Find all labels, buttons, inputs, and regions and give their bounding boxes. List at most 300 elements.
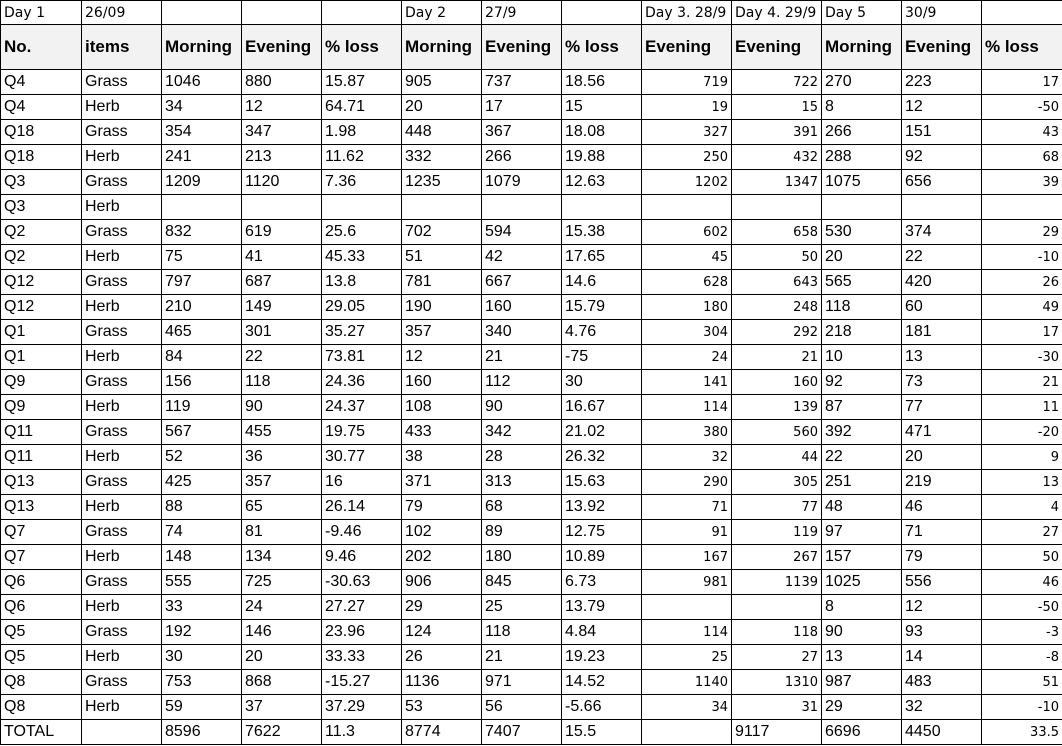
table-cell: 4 <box>982 495 1062 520</box>
table-cell: 1140 <box>642 670 732 695</box>
table-row <box>1 145 1062 170</box>
table-cell: 68 <box>982 145 1062 170</box>
table-cell: 270 <box>822 70 902 95</box>
table-cell: 292 <box>732 320 822 345</box>
table-cell: 53 <box>402 695 482 720</box>
table-cell: 108 <box>402 395 482 420</box>
table-cell: 160 <box>482 295 562 320</box>
table-cell: 219 <box>902 470 982 495</box>
table-cell: Q3 <box>1 170 82 195</box>
table-cell: 267 <box>732 545 822 570</box>
table-cell: 753 <box>162 670 242 695</box>
column-header: % loss <box>322 25 402 70</box>
table-cell: 357 <box>242 470 322 495</box>
table-cell <box>322 1 402 25</box>
table-cell: 27 <box>732 645 822 670</box>
table-cell: 134 <box>242 545 322 570</box>
table-cell: 32 <box>642 445 732 470</box>
table-cell: 30 <box>562 370 642 395</box>
table-row <box>1 295 1062 320</box>
table-cell: 160 <box>402 370 482 395</box>
table-cell: 42 <box>482 245 562 270</box>
table-row <box>1 645 1062 670</box>
table-cell: 156 <box>162 370 242 395</box>
table-cell: 12.75 <box>562 520 642 545</box>
table-cell: 367 <box>482 120 562 145</box>
table-cell: Q12 <box>1 270 82 295</box>
table-cell: 51 <box>402 245 482 270</box>
table-cell: Herb <box>82 95 162 120</box>
table-cell: 26 <box>982 270 1062 295</box>
table-cell: 28 <box>482 445 562 470</box>
table-cell: 157 <box>822 545 902 570</box>
table-cell: 9117 <box>732 720 822 745</box>
table-cell: 380 <box>642 420 732 445</box>
table-cell: 37.29 <box>322 695 402 720</box>
table-cell: 202 <box>402 545 482 570</box>
table-cell: 868 <box>242 670 322 695</box>
table-row <box>1 95 1062 120</box>
table-cell: 71 <box>902 520 982 545</box>
table-cell: 39 <box>982 170 1062 195</box>
table-cell: -75 <box>562 345 642 370</box>
table-cell <box>242 195 322 220</box>
table-cell: 556 <box>902 570 982 595</box>
table-cell: 17.65 <box>562 245 642 270</box>
table-cell <box>562 1 642 25</box>
table-cell: Herb <box>82 395 162 420</box>
table-cell: 354 <box>162 120 242 145</box>
table-cell: 9 <box>982 445 1062 470</box>
table-cell: 420 <box>902 270 982 295</box>
table-cell: 223 <box>902 70 982 95</box>
table-cell: 483 <box>902 670 982 695</box>
table-cell: 119 <box>162 395 242 420</box>
table-cell: 845 <box>482 570 562 595</box>
table-cell: 602 <box>642 220 732 245</box>
table-cell: Q8 <box>1 695 82 720</box>
table-cell: 21 <box>482 645 562 670</box>
table-row <box>1 195 1062 220</box>
table-cell: 23.96 <box>322 620 402 645</box>
table-cell: -5.66 <box>562 695 642 720</box>
table-cell: -8 <box>982 645 1062 670</box>
table-cell: Q13 <box>1 495 82 520</box>
table-cell: 565 <box>822 270 902 295</box>
table-cell: Grass <box>82 470 162 495</box>
table-cell: Herb <box>82 445 162 470</box>
table-cell: Grass <box>82 620 162 645</box>
table-cell: 190 <box>402 295 482 320</box>
column-header: Evening <box>482 25 562 70</box>
table-cell: 290 <box>642 470 732 495</box>
table-cell: Q7 <box>1 545 82 570</box>
table-cell: 90 <box>822 620 902 645</box>
table-cell: 10.89 <box>562 545 642 570</box>
table-cell: Grass <box>82 70 162 95</box>
table-cell <box>642 195 732 220</box>
table-cell: 74 <box>162 520 242 545</box>
table-cell: 628 <box>642 270 732 295</box>
table-cell: 21 <box>982 370 1062 395</box>
table-cell: 118 <box>242 370 322 395</box>
table-cell: 160 <box>732 370 822 395</box>
table-cell: Herb <box>82 595 162 620</box>
table-cell: 49 <box>982 295 1062 320</box>
table-cell: 1046 <box>162 70 242 95</box>
table-cell: 26/09 <box>82 1 162 25</box>
table-cell: 33.33 <box>322 645 402 670</box>
table-cell: 21.02 <box>562 420 642 445</box>
table-cell: 13 <box>982 470 1062 495</box>
table-cell: Q18 <box>1 145 82 170</box>
table-cell: Herb <box>82 695 162 720</box>
table-cell: 15.5 <box>562 720 642 745</box>
table-cell: 248 <box>732 295 822 320</box>
table-cell: 12 <box>242 95 322 120</box>
table-cell: 119 <box>732 520 822 545</box>
table-cell: 210 <box>162 295 242 320</box>
table-cell: 305 <box>732 470 822 495</box>
table-cell: 27/9 <box>482 1 562 25</box>
table-cell: 87 <box>822 395 902 420</box>
table-cell <box>402 195 482 220</box>
table-cell: 906 <box>402 570 482 595</box>
table-cell: 90 <box>242 395 322 420</box>
table-cell: 1235 <box>402 170 482 195</box>
table-cell: 594 <box>482 220 562 245</box>
table-cell: 1139 <box>732 570 822 595</box>
table-cell: 327 <box>642 120 732 145</box>
table-cell: 26.32 <box>562 445 642 470</box>
table-cell: -9.46 <box>322 520 402 545</box>
table-cell: 114 <box>642 620 732 645</box>
table-cell: Q1 <box>1 320 82 345</box>
table-cell <box>822 195 902 220</box>
table-row <box>1 420 1062 445</box>
table-cell: 12 <box>402 345 482 370</box>
table-cell: 11.62 <box>322 145 402 170</box>
table-cell: 667 <box>482 270 562 295</box>
table-cell: 1202 <box>642 170 732 195</box>
column-header: Evening <box>902 25 982 70</box>
table-cell: Q1 <box>1 345 82 370</box>
table-cell: 29 <box>822 695 902 720</box>
table-cell: 24.37 <box>322 395 402 420</box>
table-cell: 471 <box>902 420 982 445</box>
table-cell: 81 <box>242 520 322 545</box>
table-cell: 971 <box>482 670 562 695</box>
table-cell: 118 <box>732 620 822 645</box>
table-cell: Day 5 <box>822 1 902 25</box>
table-cell: 832 <box>162 220 242 245</box>
table-cell: 90 <box>482 395 562 420</box>
table-cell: 687 <box>242 270 322 295</box>
table-cell: 25 <box>482 595 562 620</box>
table-row <box>1 695 1062 720</box>
table-cell: 46 <box>982 570 1062 595</box>
table-cell <box>162 1 242 25</box>
table-cell: 31 <box>732 695 822 720</box>
table-cell <box>562 195 642 220</box>
table-row <box>1 495 1062 520</box>
table-cell: Q9 <box>1 370 82 395</box>
table-cell: 13 <box>822 645 902 670</box>
table-row <box>1 620 1062 645</box>
table-cell: 34 <box>642 695 732 720</box>
table-cell: Q6 <box>1 570 82 595</box>
table-cell: 180 <box>482 545 562 570</box>
table-cell: -50 <box>982 595 1062 620</box>
table-cell: 29.05 <box>322 295 402 320</box>
table-cell: 8 <box>822 95 902 120</box>
table-cell: 722 <box>732 70 822 95</box>
table-cell: Q4 <box>1 70 82 95</box>
table-cell: 73 <box>902 370 982 395</box>
column-header: % loss <box>982 25 1062 70</box>
table-cell: 13.8 <box>322 270 402 295</box>
table-cell: Q5 <box>1 645 82 670</box>
table-cell: 48 <box>822 495 902 520</box>
table-cell: Q13 <box>1 470 82 495</box>
table-cell: 22 <box>242 345 322 370</box>
table-cell: 11 <box>982 395 1062 420</box>
table-cell: 19.75 <box>322 420 402 445</box>
table-cell: 432 <box>732 145 822 170</box>
table-cell: 21 <box>732 345 822 370</box>
table-cell: 149 <box>242 295 322 320</box>
table-cell: 8774 <box>402 720 482 745</box>
table-cell: 448 <box>402 120 482 145</box>
table-cell: 567 <box>162 420 242 445</box>
table-cell: 52 <box>162 445 242 470</box>
table-cell: 313 <box>482 470 562 495</box>
table-cell: 13.79 <box>562 595 642 620</box>
table-cell: Grass <box>82 420 162 445</box>
table-cell: 17 <box>982 320 1062 345</box>
table-cell: 433 <box>402 420 482 445</box>
table-cell: 213 <box>242 145 322 170</box>
table-cell <box>732 595 822 620</box>
table-cell: 8596 <box>162 720 242 745</box>
table-cell: 19 <box>642 95 732 120</box>
table-cell: 465 <box>162 320 242 345</box>
table-cell: 192 <box>162 620 242 645</box>
table-cell: 30/9 <box>902 1 982 25</box>
table-cell: 1079 <box>482 170 562 195</box>
table-cell: 89 <box>482 520 562 545</box>
column-header: Evening <box>732 25 822 70</box>
table-cell: Q2 <box>1 245 82 270</box>
table-cell: 13.92 <box>562 495 642 520</box>
table-cell: 6.73 <box>562 570 642 595</box>
table-cell: 181 <box>902 320 982 345</box>
table-cell: Q4 <box>1 95 82 120</box>
table-cell: Q2 <box>1 220 82 245</box>
table-row <box>1 445 1062 470</box>
table-cell: 24 <box>242 595 322 620</box>
table-cell: 20 <box>242 645 322 670</box>
table-cell: 14 <box>902 645 982 670</box>
table-cell <box>982 195 1062 220</box>
table-cell: 25 <box>642 645 732 670</box>
table-cell: 266 <box>482 145 562 170</box>
table-cell: Herb <box>82 645 162 670</box>
table-cell: 71 <box>642 495 732 520</box>
table-cell: -3 <box>982 620 1062 645</box>
table-row <box>1 170 1062 195</box>
table-cell: Grass <box>82 270 162 295</box>
table-cell <box>902 195 982 220</box>
table-cell: 16.67 <box>562 395 642 420</box>
table-cell: 25.6 <box>322 220 402 245</box>
table-cell: 797 <box>162 270 242 295</box>
table-cell: Q5 <box>1 620 82 645</box>
table-cell: -15.27 <box>322 670 402 695</box>
total-row <box>1 720 1062 745</box>
table-cell: 29 <box>982 220 1062 245</box>
column-header: Morning <box>822 25 902 70</box>
table-cell: 347 <box>242 120 322 145</box>
table-cell: 340 <box>482 320 562 345</box>
table-cell: 9.46 <box>322 545 402 570</box>
table-cell: 371 <box>402 470 482 495</box>
table-cell: 288 <box>822 145 902 170</box>
table-cell: 26.14 <box>322 495 402 520</box>
table-cell: 6696 <box>822 720 902 745</box>
table-cell: 425 <box>162 470 242 495</box>
table-cell: 781 <box>402 270 482 295</box>
table-cell: 50 <box>982 545 1062 570</box>
column-header: % loss <box>562 25 642 70</box>
table-cell: -30 <box>982 345 1062 370</box>
table-cell: 1136 <box>402 670 482 695</box>
table-cell: 32 <box>902 695 982 720</box>
table-cell: 77 <box>732 495 822 520</box>
table-cell: 1347 <box>732 170 822 195</box>
table-cell: 50 <box>732 245 822 270</box>
table-row <box>1 670 1062 695</box>
table-cell: 7407 <box>482 720 562 745</box>
table-cell: 880 <box>242 70 322 95</box>
table-cell: 19.88 <box>562 145 642 170</box>
table-cell: 114 <box>642 395 732 420</box>
table-cell: 77 <box>902 395 982 420</box>
table-cell: Q9 <box>1 395 82 420</box>
table-cell: Herb <box>82 345 162 370</box>
table-cell: 92 <box>822 370 902 395</box>
table-cell: 266 <box>822 120 902 145</box>
table-cell: 37 <box>242 695 322 720</box>
table-cell: 15.79 <box>562 295 642 320</box>
table-row <box>1 345 1062 370</box>
table-cell: 45 <box>642 245 732 270</box>
table-row <box>1 220 1062 245</box>
table-cell: 16 <box>322 470 402 495</box>
table-cell: 301 <box>242 320 322 345</box>
table-cell: 1.98 <box>322 120 402 145</box>
table-cell: 88 <box>162 495 242 520</box>
table-cell: 35.27 <box>322 320 402 345</box>
table-cell: 1075 <box>822 170 902 195</box>
table-cell: 8 <box>822 595 902 620</box>
table-cell: 33.5 <box>982 720 1062 745</box>
table-cell: 84 <box>162 345 242 370</box>
column-header: No. <box>1 25 82 70</box>
table-cell <box>482 195 562 220</box>
table-cell: 4.84 <box>562 620 642 645</box>
table-cell: 167 <box>642 545 732 570</box>
table-cell: 15.87 <box>322 70 402 95</box>
table-cell: 26 <box>402 645 482 670</box>
column-header: Evening <box>642 25 732 70</box>
table-cell: 68 <box>482 495 562 520</box>
table-cell <box>982 1 1062 25</box>
table-cell: 64.71 <box>322 95 402 120</box>
table-cell: 560 <box>732 420 822 445</box>
table-cell: 19.23 <box>562 645 642 670</box>
table-cell: 34 <box>162 95 242 120</box>
table-cell: 22 <box>902 245 982 270</box>
table-cell: 7622 <box>242 720 322 745</box>
column-header: Evening <box>242 25 322 70</box>
table-row <box>1 70 1062 95</box>
table-cell: -10 <box>982 695 1062 720</box>
table-row <box>1 570 1062 595</box>
table-cell: Q12 <box>1 295 82 320</box>
table-cell: Herb <box>82 245 162 270</box>
table-cell: 15.38 <box>562 220 642 245</box>
table-cell: Herb <box>82 195 162 220</box>
table-cell: 619 <box>242 220 322 245</box>
table-cell: 702 <box>402 220 482 245</box>
table-cell <box>82 720 162 745</box>
table-cell: 65 <box>242 495 322 520</box>
day-header-row <box>1 1 1062 25</box>
table-cell: 10 <box>822 345 902 370</box>
table-row <box>1 595 1062 620</box>
table-cell: 357 <box>402 320 482 345</box>
table-cell: 27 <box>982 520 1062 545</box>
table-cell: 91 <box>642 520 732 545</box>
table-cell: 981 <box>642 570 732 595</box>
table-cell: 30.77 <box>322 445 402 470</box>
table-row <box>1 470 1062 495</box>
table-cell: 14.6 <box>562 270 642 295</box>
table-cell: 250 <box>642 145 732 170</box>
table-cell <box>162 195 242 220</box>
table-cell: -50 <box>982 95 1062 120</box>
table-cell: 20 <box>822 245 902 270</box>
column-header: items <box>82 25 162 70</box>
table-cell: Q11 <box>1 445 82 470</box>
table-cell: 17 <box>482 95 562 120</box>
table-cell: 24.36 <box>322 370 402 395</box>
table-cell: 530 <box>822 220 902 245</box>
table-cell: 21 <box>482 345 562 370</box>
table-cell: 332 <box>402 145 482 170</box>
table-cell: 180 <box>642 295 732 320</box>
table-cell <box>732 195 822 220</box>
table-cell: 59 <box>162 695 242 720</box>
table-cell: 124 <box>402 620 482 645</box>
table-cell: 251 <box>822 470 902 495</box>
table-cell: Q18 <box>1 120 82 145</box>
table-cell: -30.63 <box>322 570 402 595</box>
table-cell: 56 <box>482 695 562 720</box>
table-cell: 33 <box>162 595 242 620</box>
table-cell: Grass <box>82 670 162 695</box>
